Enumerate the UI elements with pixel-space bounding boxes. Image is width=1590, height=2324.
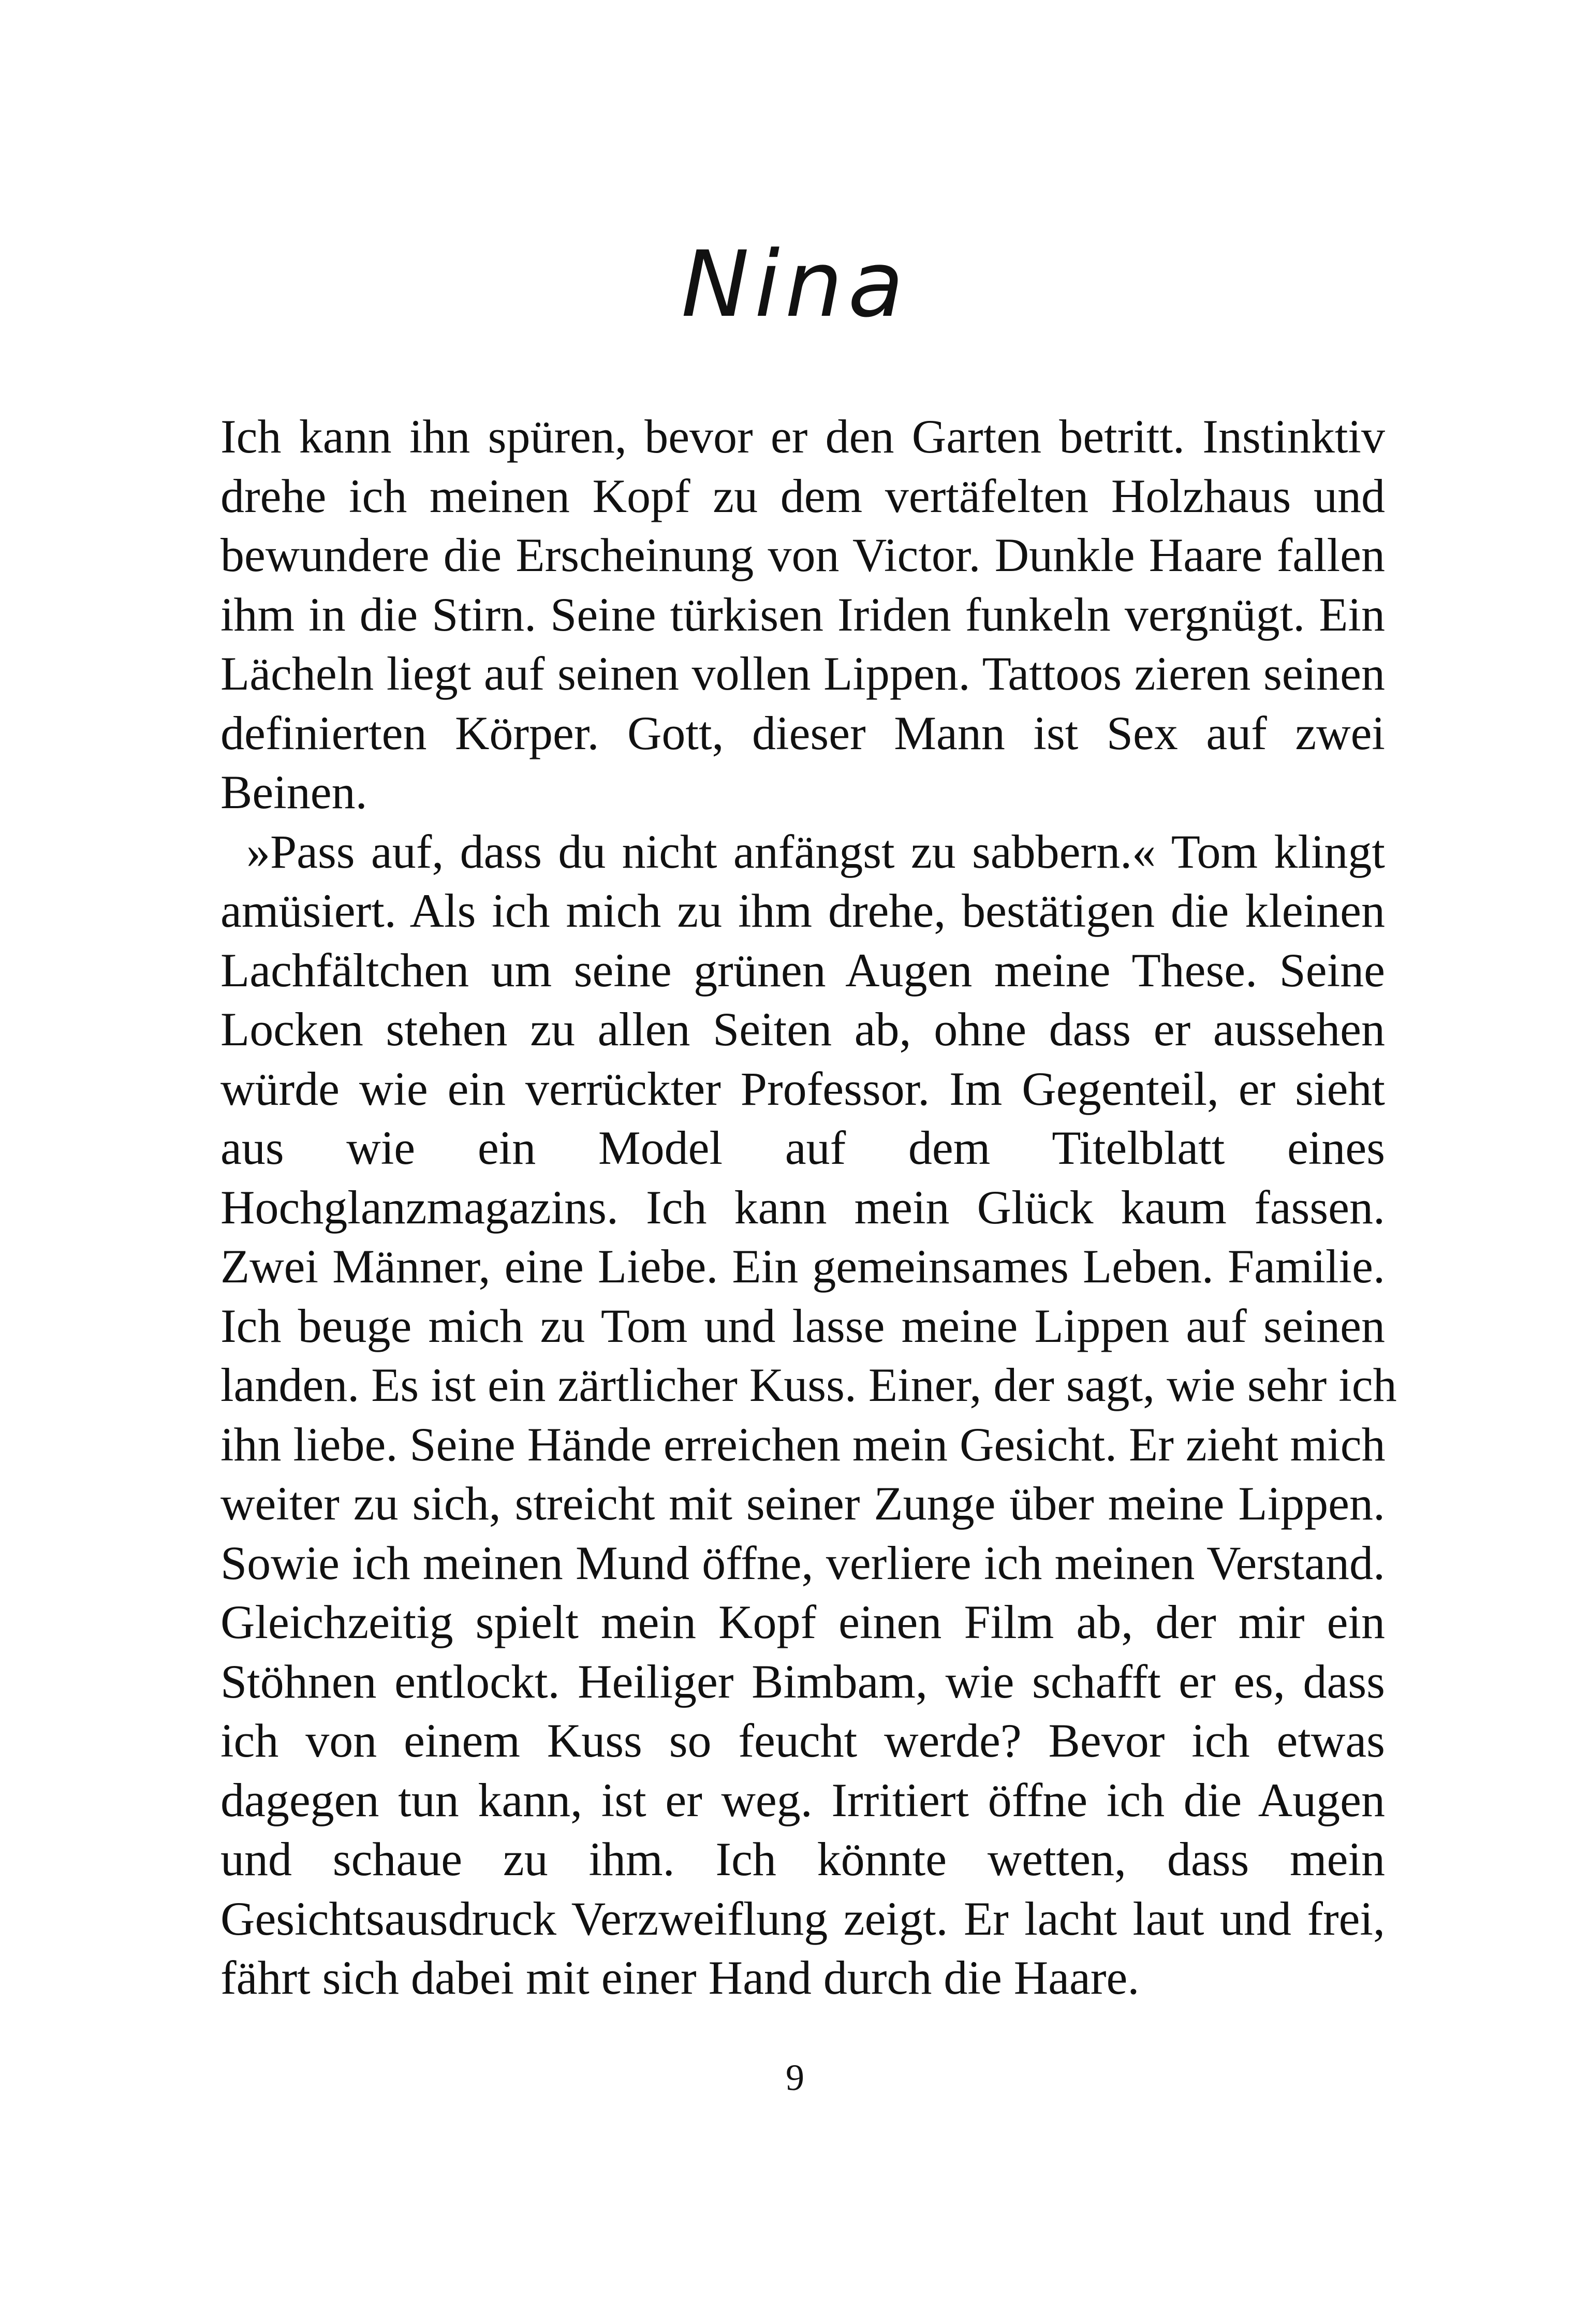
text-line: Sowie ich meinen Mund öffne, verliere ich meinen Verstand. [220, 1536, 1385, 1589]
text-line: aus wie ein Model auf dem Titelblatt eines [220, 1121, 1385, 1174]
text-line: fährt sich dabei mit einer Hand durch die Haare. [220, 1951, 1140, 2004]
text-line: dagegen tun kann, ist er weg. Irritiert öffne ich die Augen [220, 1773, 1385, 1826]
text-line: ihn liebe. Seine Hände erreichen mein Gesicht. Er zieht mich [220, 1417, 1386, 1471]
text-line: weiter zu sich, streicht mit seiner Zunge über meine Lippen. [220, 1477, 1385, 1530]
text-line: würde wie ein verrückter Professor. Im Gegenteil, er sieht [220, 1062, 1385, 1115]
text-line: »Pass auf, dass du nicht anfängst zu sabbern.« Tom klingt [246, 825, 1385, 878]
text-line: Zwei Männer, eine Liebe. Ein gemeinsames Leben. Familie. [220, 1240, 1385, 1293]
text-line: Gleichzeitig spielt mein Kopf einen Film ab, der mir ein [220, 1596, 1385, 1648]
text-line: Lächeln liegt auf seinen vollen Lippen. Tattoos zieren seinen [220, 647, 1385, 700]
text-line: Ich beuge mich zu Tom und lasse meine Lippen auf seinen [220, 1299, 1385, 1352]
text-line: landen. Es ist ein zärtlicher Kuss. Einer, der sagt, wie sehr ich [220, 1358, 1397, 1411]
text-line: ich von einem Kuss so feucht werde? Bevor ich etwas [220, 1714, 1385, 1767]
chapter-title: Nina [681, 231, 909, 338]
text-line: Locken stehen zu allen Seiten ab, ohne dass er aussehen [220, 1003, 1385, 1056]
page-number: 9 [786, 2057, 804, 2098]
text-line: Beinen. [220, 766, 367, 818]
text-line: drehe ich meinen Kopf zu dem vertäfelten Holzhaus und [220, 469, 1385, 522]
text-line: und schaue zu ihm. Ich könnte wetten, dass mein [220, 1833, 1385, 1885]
body-text [220, 407, 1397, 2008]
text-line: amüsiert. Als ich mich zu ihm drehe, bestätigen die kleinen [220, 884, 1385, 937]
text-line: Lachfältchen um seine grünen Augen meine These. Seine [220, 943, 1385, 997]
text-line: Stöhnen entlockt. Heiliger Bimbam, wie schafft er es, dass [220, 1655, 1385, 1708]
text-line: Gesichtsausdruck Verzweiflung zeigt. Er lacht laut und frei, [220, 1892, 1385, 1945]
text-line: Ich kann ihn spüren, bevor er den Garten betritt. Instinktiv [220, 410, 1385, 463]
text-line: definierten Körper. Gott, dieser Mann ist Sex auf zwei [220, 706, 1385, 759]
text-line: bewundere die Erscheinung von Victor. Dunkle Haare fallen [220, 529, 1385, 581]
text-line: ihm in die Stirn. Seine türkisen Iriden funkeln vergnügt. Ein [220, 588, 1385, 641]
text-line: Hochglanzmagazins. Ich kann mein Glück kaum fassen. [220, 1180, 1385, 1234]
